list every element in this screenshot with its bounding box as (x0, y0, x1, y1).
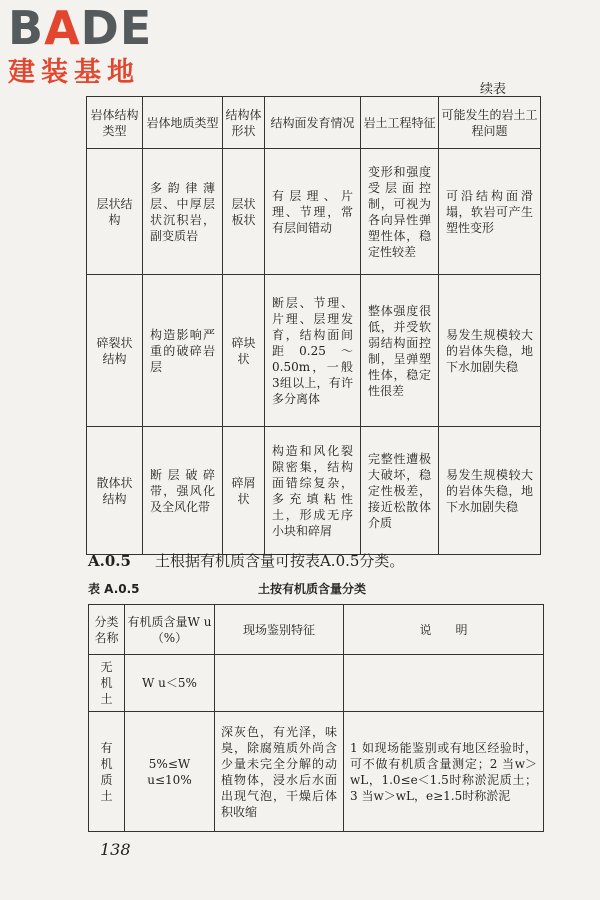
table-cell: 变形和强度受层面控制，可视为各向异性弹塑性体，稳定性较差 (361, 149, 439, 275)
table-title: 土按有机质含量分类 (258, 582, 367, 596)
header-cell: 岩体地质类型 (143, 97, 223, 149)
table-cell (215, 655, 344, 712)
header-cell: 岩土工程特征 (361, 97, 439, 149)
table-cell: 有层理、片理、节理，常有层间错动 (265, 149, 361, 275)
header-cell: 分类名称 (89, 605, 125, 655)
table-row (89, 712, 544, 832)
page-number: 138 (100, 840, 131, 859)
table-cell: W u＜5% (125, 655, 215, 712)
table-cell: 5%≤W u≤10% (125, 712, 215, 832)
table-label: 表 A.0.5 (88, 582, 140, 596)
table-cell: 易发生规模较大的岩体失稳，地下水加剧失稳 (439, 427, 541, 555)
logo-subtitle: 建装基地 (8, 57, 140, 88)
table-header-row (89, 605, 544, 655)
header-cell: 结构体形状 (223, 97, 265, 149)
table-cell: 散体状结构 (87, 427, 143, 555)
header-cell: 可能发生的岩土工程问题 (439, 97, 541, 149)
logo-wordmark (8, 2, 152, 54)
logo-letter-b: B (8, 1, 45, 55)
table-cell: 易发生规模较大的岩体失稳，地下水加剧失稳 (439, 275, 541, 427)
table-cell: 层状板状 (223, 149, 265, 275)
table-cell: 层状结构 (87, 149, 143, 275)
table-row (87, 149, 541, 275)
table-row (87, 275, 541, 427)
header-cell: 有机质含量W u（%） (125, 605, 215, 655)
table-cell: 1 如现场能鉴别或有地区经验时，可不做有机质含量测定；2 当w＞wL，1.0≤e＜1.5时称淤泥质土；3 当w＞wL，e≥1.5时称淤泥 (344, 712, 544, 832)
table-cell: 无机土 (89, 655, 125, 712)
table-cell: 构造影响严重的破碎岩层 (143, 275, 223, 427)
table-cell (344, 655, 544, 712)
table-row (89, 655, 544, 712)
header-cell: 岩体结构类型 (87, 97, 143, 149)
table-cell: 完整性遭极大破坏，稳定性极差，接近松散体介质 (361, 427, 439, 555)
logo-letters-de: DE (80, 1, 153, 55)
bade-logo (8, 2, 152, 90)
table-cell: 深灰色，有光泽，味臭，除腐殖质外尚含少量未完全分解的动植物体，浸水后水面出现气泡，干燥后体积收缩 (215, 712, 344, 832)
section-text: 土根据有机质含量可按表A.0.5分类。 (154, 552, 405, 570)
section-number: A.0.5 (88, 552, 131, 570)
header-cell: 结构面发育情况 (265, 97, 361, 149)
table-row (87, 427, 541, 555)
table-cell: 多韵律薄层、中厚层状沉积岩，副变质岩 (143, 149, 223, 275)
header-cell: 现场鉴别特征 (215, 605, 344, 655)
table-cell: 可沿结构面滑塌，软岩可产生塑性变形 (439, 149, 541, 275)
table-cell: 碎裂状结构 (87, 275, 143, 427)
soil-organic-table (88, 604, 544, 832)
section-paragraph (88, 550, 404, 571)
table-cell: 碎屑状 (223, 427, 265, 555)
table-cell: 碎块状 (223, 275, 265, 427)
table-cell: 断层破碎带，强风化及全风化带 (143, 427, 223, 555)
table-cell: 断层、节理、片理、层理发育，结构面间距0.25～0.50m，一般3组以上，有许多分离体 (265, 275, 361, 427)
table-header-row (87, 97, 541, 149)
header-cell: 说 明 (344, 605, 544, 655)
rock-structure-table (86, 96, 541, 555)
table-cell: 有机质土 (89, 712, 125, 832)
logo-letter-a: A (44, 1, 81, 55)
continued-label: 续表 (480, 82, 507, 97)
table-cell: 整体强度很低，并受软弱结构面控制，呈弹塑性体，稳定性很差 (361, 275, 439, 427)
table-cell: 构造和风化裂隙密集，结构面错综复杂，多充填粘性土，形成无序小块和碎屑 (265, 427, 361, 555)
